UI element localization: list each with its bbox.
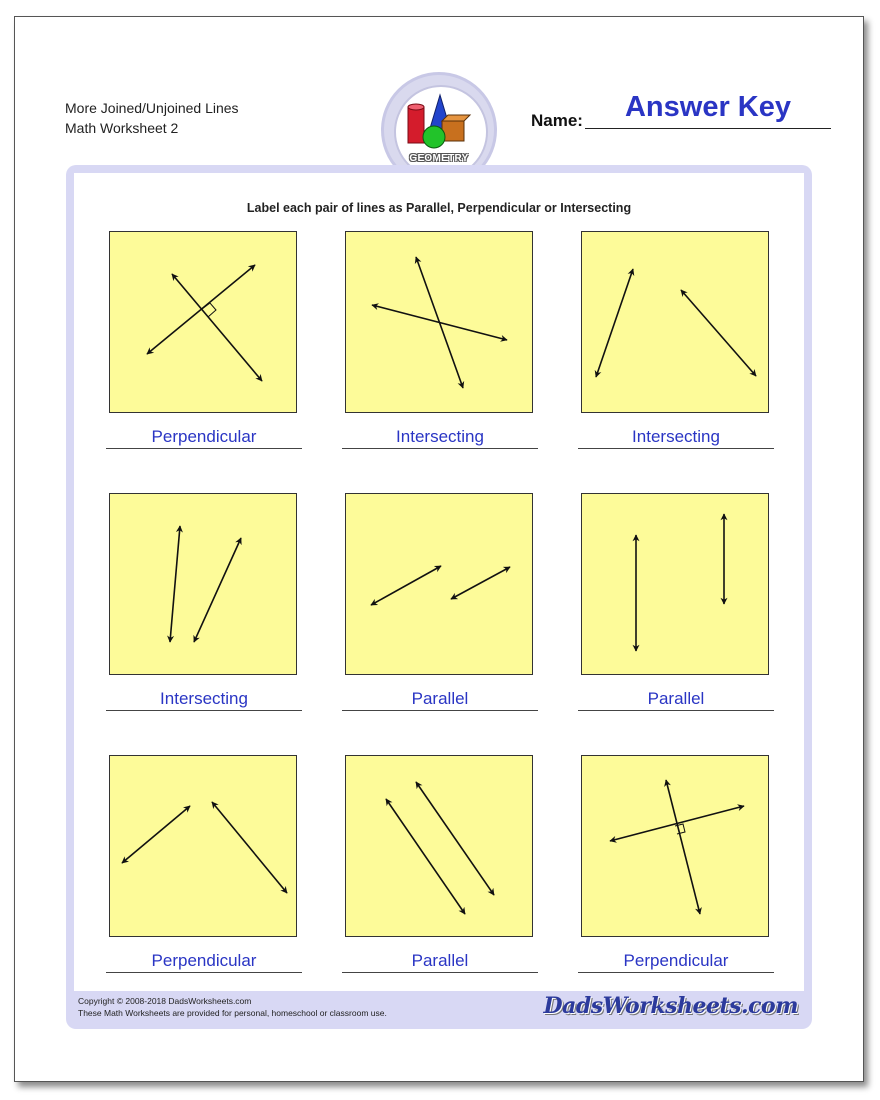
name-line — [585, 128, 831, 129]
problems-area — [74, 173, 804, 991]
answer-line — [106, 448, 302, 449]
worksheet-title — [65, 98, 239, 138]
copyright-text: Copyright © 2008-2018 DadsWorksheets.com — [78, 996, 252, 1006]
name-label: Name: — [531, 111, 583, 130]
worksheet-page — [14, 16, 864, 1082]
answer-line — [106, 972, 302, 973]
problem-8-figure — [345, 755, 533, 937]
problem-6-figure — [581, 493, 769, 675]
problem-3-figure — [581, 231, 769, 413]
logo-text: GEOMETRY — [409, 153, 469, 164]
problem-6-answer: Parallel — [647, 689, 705, 708]
answer-line — [342, 710, 538, 711]
problem-7-figure — [109, 755, 297, 937]
answer-line — [342, 972, 538, 973]
title-line-2: Math Worksheet 2 — [65, 120, 179, 136]
geometry-shapes-icon — [402, 93, 478, 153]
problem-2-figure — [345, 231, 533, 413]
answer-line — [578, 972, 774, 973]
usage-notice: These Math Worksheets are provided for personal, homeschool or classroom use. — [78, 1008, 387, 1018]
problem-7-answer: Perpendicular — [151, 951, 257, 970]
title-line-1: More Joined/Unjoined Lines — [65, 100, 239, 116]
problem-4-answer: Intersecting — [160, 689, 248, 708]
problem-1-answer: Perpendicular — [151, 427, 257, 446]
problem-9-figure — [581, 755, 769, 937]
brand-logo[interactable]: DadsWorksheets.com — [543, 993, 798, 1019]
answer-line — [342, 448, 538, 449]
instructions: Label each pair of lines as Parallel, Perpendicular or Intersecting — [246, 201, 632, 215]
answer-key-text: Answer Key — [624, 91, 791, 123]
answer-line — [578, 448, 774, 449]
problem-8-answer: Parallel — [411, 951, 469, 970]
problem-1-figure — [109, 231, 297, 413]
problem-5-answer: Parallel — [411, 689, 469, 708]
problem-5-figure — [345, 493, 533, 675]
problems-frame — [66, 165, 812, 1029]
problem-4-figure — [109, 493, 297, 675]
problem-3-answer: Intersecting — [632, 427, 720, 446]
footer-text — [78, 995, 387, 1019]
answer-line — [106, 710, 302, 711]
footer — [74, 991, 804, 1025]
problem-9-answer: Perpendicular — [623, 951, 729, 970]
problem-2-answer: Intersecting — [396, 427, 484, 446]
answer-line — [578, 710, 774, 711]
